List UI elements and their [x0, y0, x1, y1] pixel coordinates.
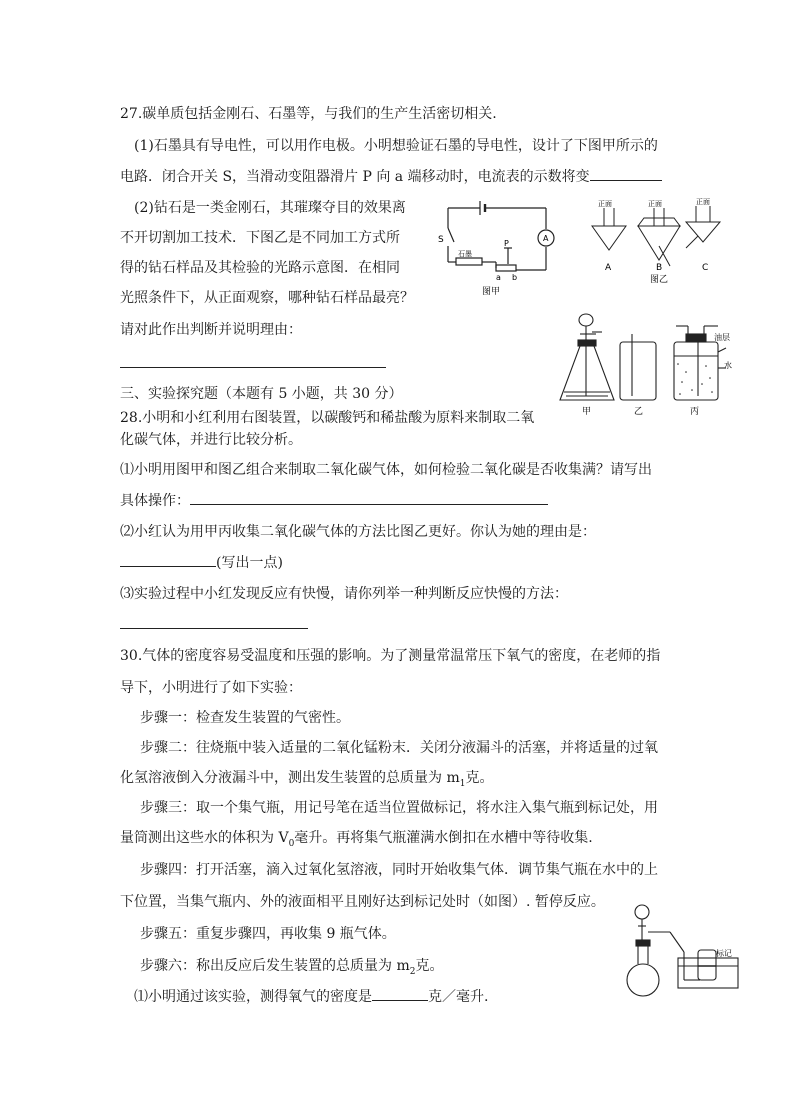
terminal-b-label: b — [512, 273, 518, 282]
q30-step2-line2 — [120, 768, 493, 794]
section-3-heading: 三、实验探究题（本题有 5 小题，共 30 分） — [120, 386, 403, 402]
q28-answer-blank-2[interactable] — [120, 552, 216, 567]
apparatus-yi-caption: 乙 — [634, 407, 644, 417]
mark-label: 标记 — [716, 949, 732, 958]
water-label: 水 — [724, 361, 732, 370]
q27-part1-line2-text: 电路．闭合开关 S，当滑动变阻器滑片 P 向 a 端移动时，电流表的示数将变 — [120, 169, 590, 185]
q27-part2-line2: 不开切割加工技术．下图乙是不同加工方式所 — [120, 230, 400, 246]
q30-sub1-unit: 克／毫升. — [428, 989, 489, 1005]
q30-sub1-text: ⑴小明通过该实验，测得氧气的密度是 — [134, 989, 372, 1005]
q30-line2: 导下，小明进行了如下实验： — [120, 680, 302, 696]
q27-intro: 27.碳单质包括金刚石、石墨等，与我们的生产生活密切相关. — [120, 106, 497, 122]
q30-step3-line2-end: 毫升。再将集气瓶灌满水倒扣在水槽中等待收集. — [294, 830, 593, 846]
q28-line1: 28.小明和小红利用右图装置，以碳酸钙和稀盐酸为原料来制取二氧 — [120, 410, 535, 426]
m2-subscript: 2 — [409, 966, 416, 977]
graphite-label: 石墨 — [458, 250, 472, 258]
sample-label-c: C — [702, 263, 709, 273]
q30-step1: 步骤一：检查发生装置的气密性。 — [140, 710, 350, 726]
q27-part2-line5: 请对此作出判断并说明理由： — [120, 322, 302, 338]
sample-label-a: A — [605, 263, 612, 273]
q27-part2-line1: (2)钻石是一类金刚石，其璀璨夺目的效果离 — [134, 200, 406, 216]
q30-step3-line1: 步骤三：取一个集气瓶，用记号笔在适当位置做标记，将水注入集气瓶到标记处，用 — [140, 800, 658, 816]
v0-subscript: 0 — [288, 838, 295, 849]
q27-part1-line2 — [120, 166, 662, 187]
q27-part2-line4: 光照条件下，从正面观察，哪种钻石样品最亮？ — [120, 290, 414, 306]
sample-label-b: B — [656, 263, 663, 273]
q30-step3-line2 — [120, 828, 593, 854]
q30-step4-line2: 下位置，当集气瓶内、外的液面相平且刚好达到标记处时（如图）. 暂停反应。 — [120, 894, 605, 910]
q30-step3-line2-text: 量筒测出这些水的体积为 V — [120, 830, 289, 846]
q30-line1: 30.气体的密度容易受温度和压强的影响。为了测量常温常压下氧气的密度，在老师的指 — [120, 648, 661, 664]
slider-p-label: P — [504, 239, 509, 248]
q28-sub2-line2 — [120, 552, 283, 573]
q30-step6 — [140, 956, 443, 982]
q28-answer-blank-1[interactable] — [190, 490, 548, 505]
q28-sub1-line2 — [120, 490, 548, 511]
oxygen-collection-figure — [626, 900, 744, 1002]
q30-step2-line1: 步骤二：往烧瓶中装入适量的二氧化锰粉末．关闭分液漏斗的活塞，并将适量的过氧 — [140, 740, 658, 756]
q30-step5: 步骤五：重复步骤四，再收集 9 瓶气体。 — [140, 926, 396, 942]
oil-layer-label: 油层 — [714, 333, 730, 342]
apparatus-bing-caption: 丙 — [690, 407, 700, 417]
m1-subscript: 1 — [459, 778, 466, 789]
apparatus-jia-caption: 甲 — [582, 407, 592, 417]
q27-part1-line1: (1)石墨具有导电性，可以用作电极。小明想验证石墨的导电性，设计了下图甲所示的 — [134, 138, 658, 154]
q30-step6-end: 克。 — [415, 958, 444, 974]
front-label-c: 正面 — [696, 198, 710, 206]
q30-answer-blank-1[interactable] — [372, 986, 428, 1001]
figure-jia-caption: 图甲 — [482, 287, 501, 297]
q28-sub2-line1: ⑵小红认为用甲丙收集二氧化碳气体的方法比图乙更好。你认为她的理由是： — [120, 524, 596, 540]
q28-sub2-hint: (写出一点) — [216, 555, 283, 571]
q28-line2: 化碳气体，并进行比较分析。 — [120, 432, 302, 448]
q28-sub3-line1: ⑶实验过程中小红发现反应有快慢，请你列举一种判断反应快慢的方法： — [120, 586, 568, 602]
front-label-b: 正面 — [648, 200, 662, 208]
q30-sub1 — [134, 986, 488, 1007]
terminal-a-label: a — [496, 273, 501, 282]
figure-yi-caption: 图乙 — [650, 275, 669, 285]
q30-step6-text: 步骤六：称出反应后发生装置的总质量为 m — [140, 958, 410, 974]
q27-answer-blank-1[interactable] — [590, 166, 662, 181]
switch-label: S — [438, 235, 444, 245]
circuit-diagram-figure — [438, 198, 560, 298]
q30-step2-line2-end: 克。 — [465, 770, 494, 786]
q27-answer-blank-2[interactable] — [120, 367, 386, 368]
q30-step4-line1: 步骤四：打开活塞，滴入过氧化氢溶液，同时开始收集气体．调节集气瓶在水中的上 — [140, 862, 658, 878]
q28-sub1-line2-text: 具体操作： — [120, 493, 190, 509]
q28-answer-blank-3[interactable] — [120, 628, 308, 629]
q28-sub1-line1: ⑴小明用图甲和图乙组合来制取二氧化碳气体，如何检验二氧化碳是否收集满？请写出 — [120, 462, 652, 478]
diamond-optics-figure — [586, 196, 722, 286]
ammeter-label: A — [543, 234, 549, 243]
q30-step2-line2-text: 化氢溶液倒入分液漏斗中，测出发生装置的总质量为 m — [120, 770, 460, 786]
front-label-a: 正面 — [598, 200, 612, 208]
q27-part2-line3: 得的钻石样品及其检验的光路示意图．在相同 — [120, 260, 400, 276]
co2-apparatus-figure — [556, 312, 736, 426]
